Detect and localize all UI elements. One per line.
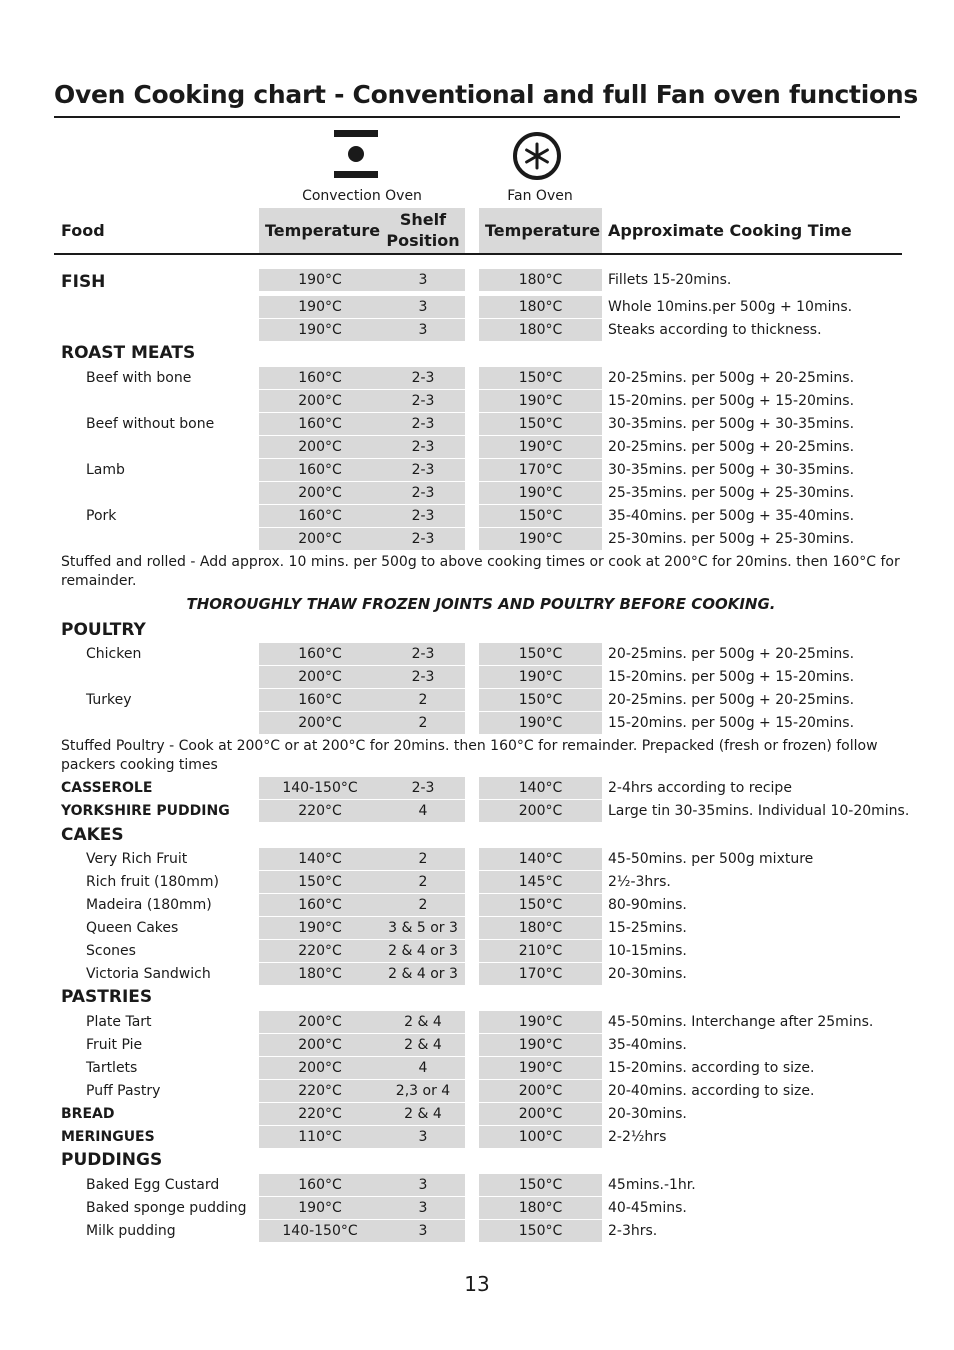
- row-fan-temp: 150°C: [518, 692, 563, 708]
- row-cooking-time: 25-30mins. per 500g + 25-30mins.: [608, 531, 855, 547]
- thaw-warning: THOROUGHLY THAW FROZEN JOINTS AND POULTRY BEFORE COOKING.: [186, 595, 776, 613]
- row-cooking-time: 20-25mins. per 500g + 20-25mins.: [608, 646, 855, 662]
- row-cooking-time: 45-50mins. Interchange after 25mins.: [608, 1014, 874, 1030]
- row-food: Beef with bone: [86, 370, 192, 386]
- row-cooking-time: 20-40mins. according to size.: [608, 1083, 815, 1099]
- row-fan-temp: 190°C: [518, 1037, 563, 1053]
- row-conv-temp: 200°C: [298, 669, 342, 685]
- row-conv-temp: 220°C: [298, 1083, 342, 1099]
- header-shelf-line2: Position: [386, 231, 460, 250]
- row-shelf: 2 & 4: [404, 1106, 442, 1122]
- row-food: Beef without bone: [86, 416, 215, 432]
- section-cakes: CAKES: [61, 825, 124, 845]
- row-food: Queen Cakes: [86, 920, 179, 936]
- section-poultry: POULTRY: [61, 620, 146, 640]
- row-conv-temp: 220°C: [298, 1106, 342, 1122]
- section-fish: FISH: [61, 272, 106, 292]
- row-food: Pork: [86, 508, 117, 524]
- row-shelf: 2-3: [411, 370, 435, 386]
- row-fan-temp: 170°C: [518, 966, 563, 982]
- row-food: Madeira (180mm): [86, 897, 212, 913]
- row-conv-temp: 190°C: [298, 299, 342, 315]
- row-cooking-time: 15-20mins. according to size.: [608, 1060, 815, 1076]
- row-cooking-time: 80-90mins.: [608, 897, 687, 913]
- row-shelf: 2-3: [411, 393, 435, 409]
- row-fan-temp: 140°C: [518, 780, 563, 796]
- row-food: Milk pudding: [86, 1223, 176, 1239]
- row-shelf: 2 & 4: [404, 1037, 442, 1053]
- row-fan-temp: 200°C: [518, 803, 563, 819]
- row-shelf: 3: [418, 299, 428, 315]
- row-conv-temp: 200°C: [298, 485, 342, 501]
- section-puddings: PUDDINGS: [61, 1150, 163, 1170]
- row-shelf: 2: [418, 897, 428, 913]
- row-conv-temp: 200°C: [298, 1060, 342, 1076]
- row-cooking-time: 2-2½hrs: [608, 1129, 667, 1145]
- row-cooking-time: Large tin 30-35mins. Individual 10-20mins.: [608, 803, 910, 819]
- row-food: Victoria Sandwich: [86, 966, 211, 982]
- row-cooking-time: 20-30mins.: [608, 1106, 687, 1122]
- row-cooking-time: 35-40mins. per 500g + 35-40mins.: [608, 508, 855, 524]
- row-fan-temp: 190°C: [518, 669, 563, 685]
- row-conv-temp: 160°C: [298, 370, 342, 386]
- row-fan-temp: 150°C: [518, 897, 563, 913]
- row-cooking-time: 45mins.-1hr.: [608, 1177, 696, 1193]
- row-fan-temp: 150°C: [518, 1223, 563, 1239]
- row-shelf: 3: [418, 1200, 428, 1216]
- row-food: Very Rich Fruit: [86, 851, 188, 867]
- row-cooking-time: 20-25mins. per 500g + 20-25mins.: [608, 692, 855, 708]
- fan-oven-icon: [511, 130, 563, 182]
- row-shelf: 2: [418, 715, 428, 731]
- row-shelf: 3: [418, 1223, 428, 1239]
- title-rule: [54, 116, 900, 118]
- row-food: Chicken: [86, 646, 142, 662]
- row-cooking-time: 15-20mins. per 500g + 15-20mins.: [608, 715, 855, 731]
- row-shelf: 2: [418, 874, 428, 890]
- row-shelf: 4: [418, 1060, 428, 1076]
- row-fan-temp: 200°C: [518, 1106, 563, 1122]
- row-conv-temp: 220°C: [298, 943, 342, 959]
- row-conv-temp: 140-150°C: [282, 780, 358, 796]
- row-cooking-time: 2-3hrs.: [608, 1223, 658, 1239]
- row-shelf: 4: [418, 803, 428, 819]
- row-conv-temp: 160°C: [298, 646, 342, 662]
- row-conv-temp: 160°C: [298, 462, 342, 478]
- row-conv-temp: 180°C: [298, 966, 342, 982]
- row-fan-temp: 150°C: [518, 416, 563, 432]
- row-cooking-time: Whole 10mins.per 500g + 10mins.: [608, 299, 853, 315]
- row-shelf: 3: [418, 272, 428, 288]
- row-conv-temp: 200°C: [298, 1014, 342, 1030]
- row-food: YORKSHIRE PUDDING: [61, 803, 230, 819]
- row-conv-temp: 200°C: [298, 439, 342, 455]
- row-fan-temp: 190°C: [518, 485, 563, 501]
- row-conv-temp: 200°C: [298, 531, 342, 547]
- row-conv-temp: 140°C: [298, 851, 342, 867]
- row-cooking-time: Steaks according to thickness.: [608, 322, 822, 338]
- header-rule: [54, 253, 902, 255]
- row-shelf: 2 & 4: [404, 1014, 442, 1030]
- row-shelf: 2-3: [411, 780, 435, 796]
- row-cooking-time: 10-15mins.: [608, 943, 687, 959]
- row-shelf: 2-3: [411, 462, 435, 478]
- row-fan-temp: 180°C: [518, 272, 563, 288]
- row-cooking-time: 35-40mins.: [608, 1037, 687, 1053]
- row-fan-temp: 150°C: [518, 508, 563, 524]
- row-fan-temp: 200°C: [518, 1083, 563, 1099]
- row-cooking-time: Fillets 15-20mins.: [608, 272, 732, 288]
- convection-oven-label: Convection Oven: [302, 188, 422, 204]
- row-food: Lamb: [86, 462, 125, 478]
- row-conv-temp: 150°C: [298, 874, 342, 890]
- row-food: Baked sponge pudding: [86, 1200, 247, 1216]
- row-conv-temp: 190°C: [298, 322, 342, 338]
- row-shelf: 2,3 or 4: [395, 1083, 451, 1099]
- row-cooking-time: 15-25mins.: [608, 920, 687, 936]
- row-conv-temp: 110°C: [298, 1129, 342, 1145]
- row-shelf: 2: [418, 692, 428, 708]
- row-fan-temp: 170°C: [518, 462, 563, 478]
- row-food: Turkey: [86, 692, 132, 708]
- row-shelf: 2-3: [411, 485, 435, 501]
- row-conv-temp: 160°C: [298, 897, 342, 913]
- row-fan-temp: 150°C: [518, 1177, 563, 1193]
- header-fan-temperature: Temperature: [485, 221, 601, 240]
- page-title: Oven Cooking chart - Conventional and full Fan oven functions: [54, 80, 918, 109]
- row-fan-temp: 190°C: [518, 1014, 563, 1030]
- row-cooking-time: 25-35mins. per 500g + 25-30mins.: [608, 485, 855, 501]
- row-fan-temp: 150°C: [518, 646, 563, 662]
- row-shelf: 2 & 4 or 3: [388, 943, 458, 959]
- row-shelf: 3: [418, 1177, 428, 1193]
- row-food: Plate Tart: [86, 1014, 152, 1030]
- section-roast-meats: ROAST MEATS: [61, 343, 196, 363]
- row-cooking-time: 20-30mins.: [608, 966, 687, 982]
- convection-oven-icon: [332, 128, 380, 180]
- row-fan-temp: 190°C: [518, 1060, 563, 1076]
- row-fan-temp: 150°C: [518, 370, 563, 386]
- row-conv-temp: 220°C: [298, 803, 342, 819]
- row-conv-temp: 190°C: [298, 272, 342, 288]
- row-cooking-time: 2-4hrs according to recipe: [608, 780, 792, 796]
- fan-oven-label: Fan Oven: [507, 188, 573, 204]
- row-food: Fruit Pie: [86, 1037, 143, 1053]
- row-fan-temp: 180°C: [518, 322, 563, 338]
- poultry-note: Stuffed Poultry - Cook at 200°C or at 200°C for 20mins. then 160°C for remainder. Prepacked (fresh or frozen) follow packers cooking times: [61, 738, 878, 773]
- row-cooking-time: 30-35mins. per 500g + 30-35mins.: [608, 416, 855, 432]
- row-fan-temp: 190°C: [518, 531, 563, 547]
- row-food: Tartlets: [86, 1060, 138, 1076]
- row-conv-temp: 160°C: [298, 692, 342, 708]
- section-pastries: PASTRIES: [61, 987, 153, 1007]
- header-cooking-time: Approximate Cooking Time: [608, 221, 852, 240]
- row-fan-temp: 145°C: [518, 874, 563, 890]
- row-cooking-time: 15-20mins. per 500g + 15-20mins.: [608, 393, 855, 409]
- row-shelf: 2 & 4 or 3: [388, 966, 458, 982]
- row-fan-temp: 190°C: [518, 715, 563, 731]
- row-conv-temp: 200°C: [298, 393, 342, 409]
- header-food: Food: [61, 221, 105, 240]
- row-conv-temp: 190°C: [298, 920, 342, 936]
- row-food: Rich fruit (180mm): [86, 874, 219, 890]
- row-food: Puff Pastry: [86, 1083, 161, 1099]
- page-number: 13: [464, 1272, 490, 1296]
- row-shelf: 2-3: [411, 646, 435, 662]
- row-fan-temp: 190°C: [518, 439, 563, 455]
- row-shelf: 2-3: [411, 416, 435, 432]
- header-shelf-line1: Shelf: [399, 210, 447, 229]
- row-fan-temp: 140°C: [518, 851, 563, 867]
- row-shelf: 3 & 5 or 3: [388, 920, 458, 936]
- row-fan-temp: 210°C: [518, 943, 563, 959]
- row-shelf: 2-3: [411, 531, 435, 547]
- row-conv-temp: 200°C: [298, 715, 342, 731]
- row-fan-temp: 180°C: [518, 299, 563, 315]
- row-shelf: 3: [418, 1129, 428, 1145]
- row-shelf: 2-3: [411, 508, 435, 524]
- row-cooking-time: 45-50mins. per 500g mixture: [608, 851, 814, 867]
- row-shelf: 2: [418, 851, 428, 867]
- row-cooking-time: 40-45mins.: [608, 1200, 687, 1216]
- row-food: Baked Egg Custard: [86, 1177, 220, 1193]
- row-food: CASSEROLE: [61, 780, 153, 796]
- row-conv-temp: 190°C: [298, 1200, 342, 1216]
- row-conv-temp: 160°C: [298, 416, 342, 432]
- row-fan-temp: 100°C: [518, 1129, 563, 1145]
- row-shelf: 2-3: [411, 669, 435, 685]
- row-cooking-time: 20-25mins. per 500g + 20-25mins.: [608, 370, 855, 386]
- row-conv-temp: 140-150°C: [282, 1223, 358, 1239]
- row-cooking-time: 20-25mins. per 500g + 20-25mins.: [608, 439, 855, 455]
- row-food: BREAD: [61, 1106, 115, 1122]
- row-cooking-time: 15-20mins. per 500g + 15-20mins.: [608, 669, 855, 685]
- row-shelf: 2-3: [411, 439, 435, 455]
- row-conv-temp: 160°C: [298, 508, 342, 524]
- header-conv-temperature: Temperature: [265, 221, 381, 240]
- row-fan-temp: 190°C: [518, 393, 563, 409]
- stuffed-note: Stuffed and rolled - Add approx. 10 mins. per 500g to above cooking times or cook at 200°C for 20mins. then 160°C for remainder.: [61, 554, 900, 589]
- row-shelf: 3: [418, 322, 428, 338]
- row-fan-temp: 180°C: [518, 1200, 563, 1216]
- row-food: Scones: [86, 943, 136, 959]
- row-cooking-time: 30-35mins. per 500g + 30-35mins.: [608, 462, 855, 478]
- row-conv-temp: 200°C: [298, 1037, 342, 1053]
- row-conv-temp: 160°C: [298, 1177, 342, 1193]
- row-cooking-time: 2½-3hrs.: [608, 874, 671, 890]
- row-fan-temp: 180°C: [518, 920, 563, 936]
- row-food: MERINGUES: [61, 1129, 155, 1145]
